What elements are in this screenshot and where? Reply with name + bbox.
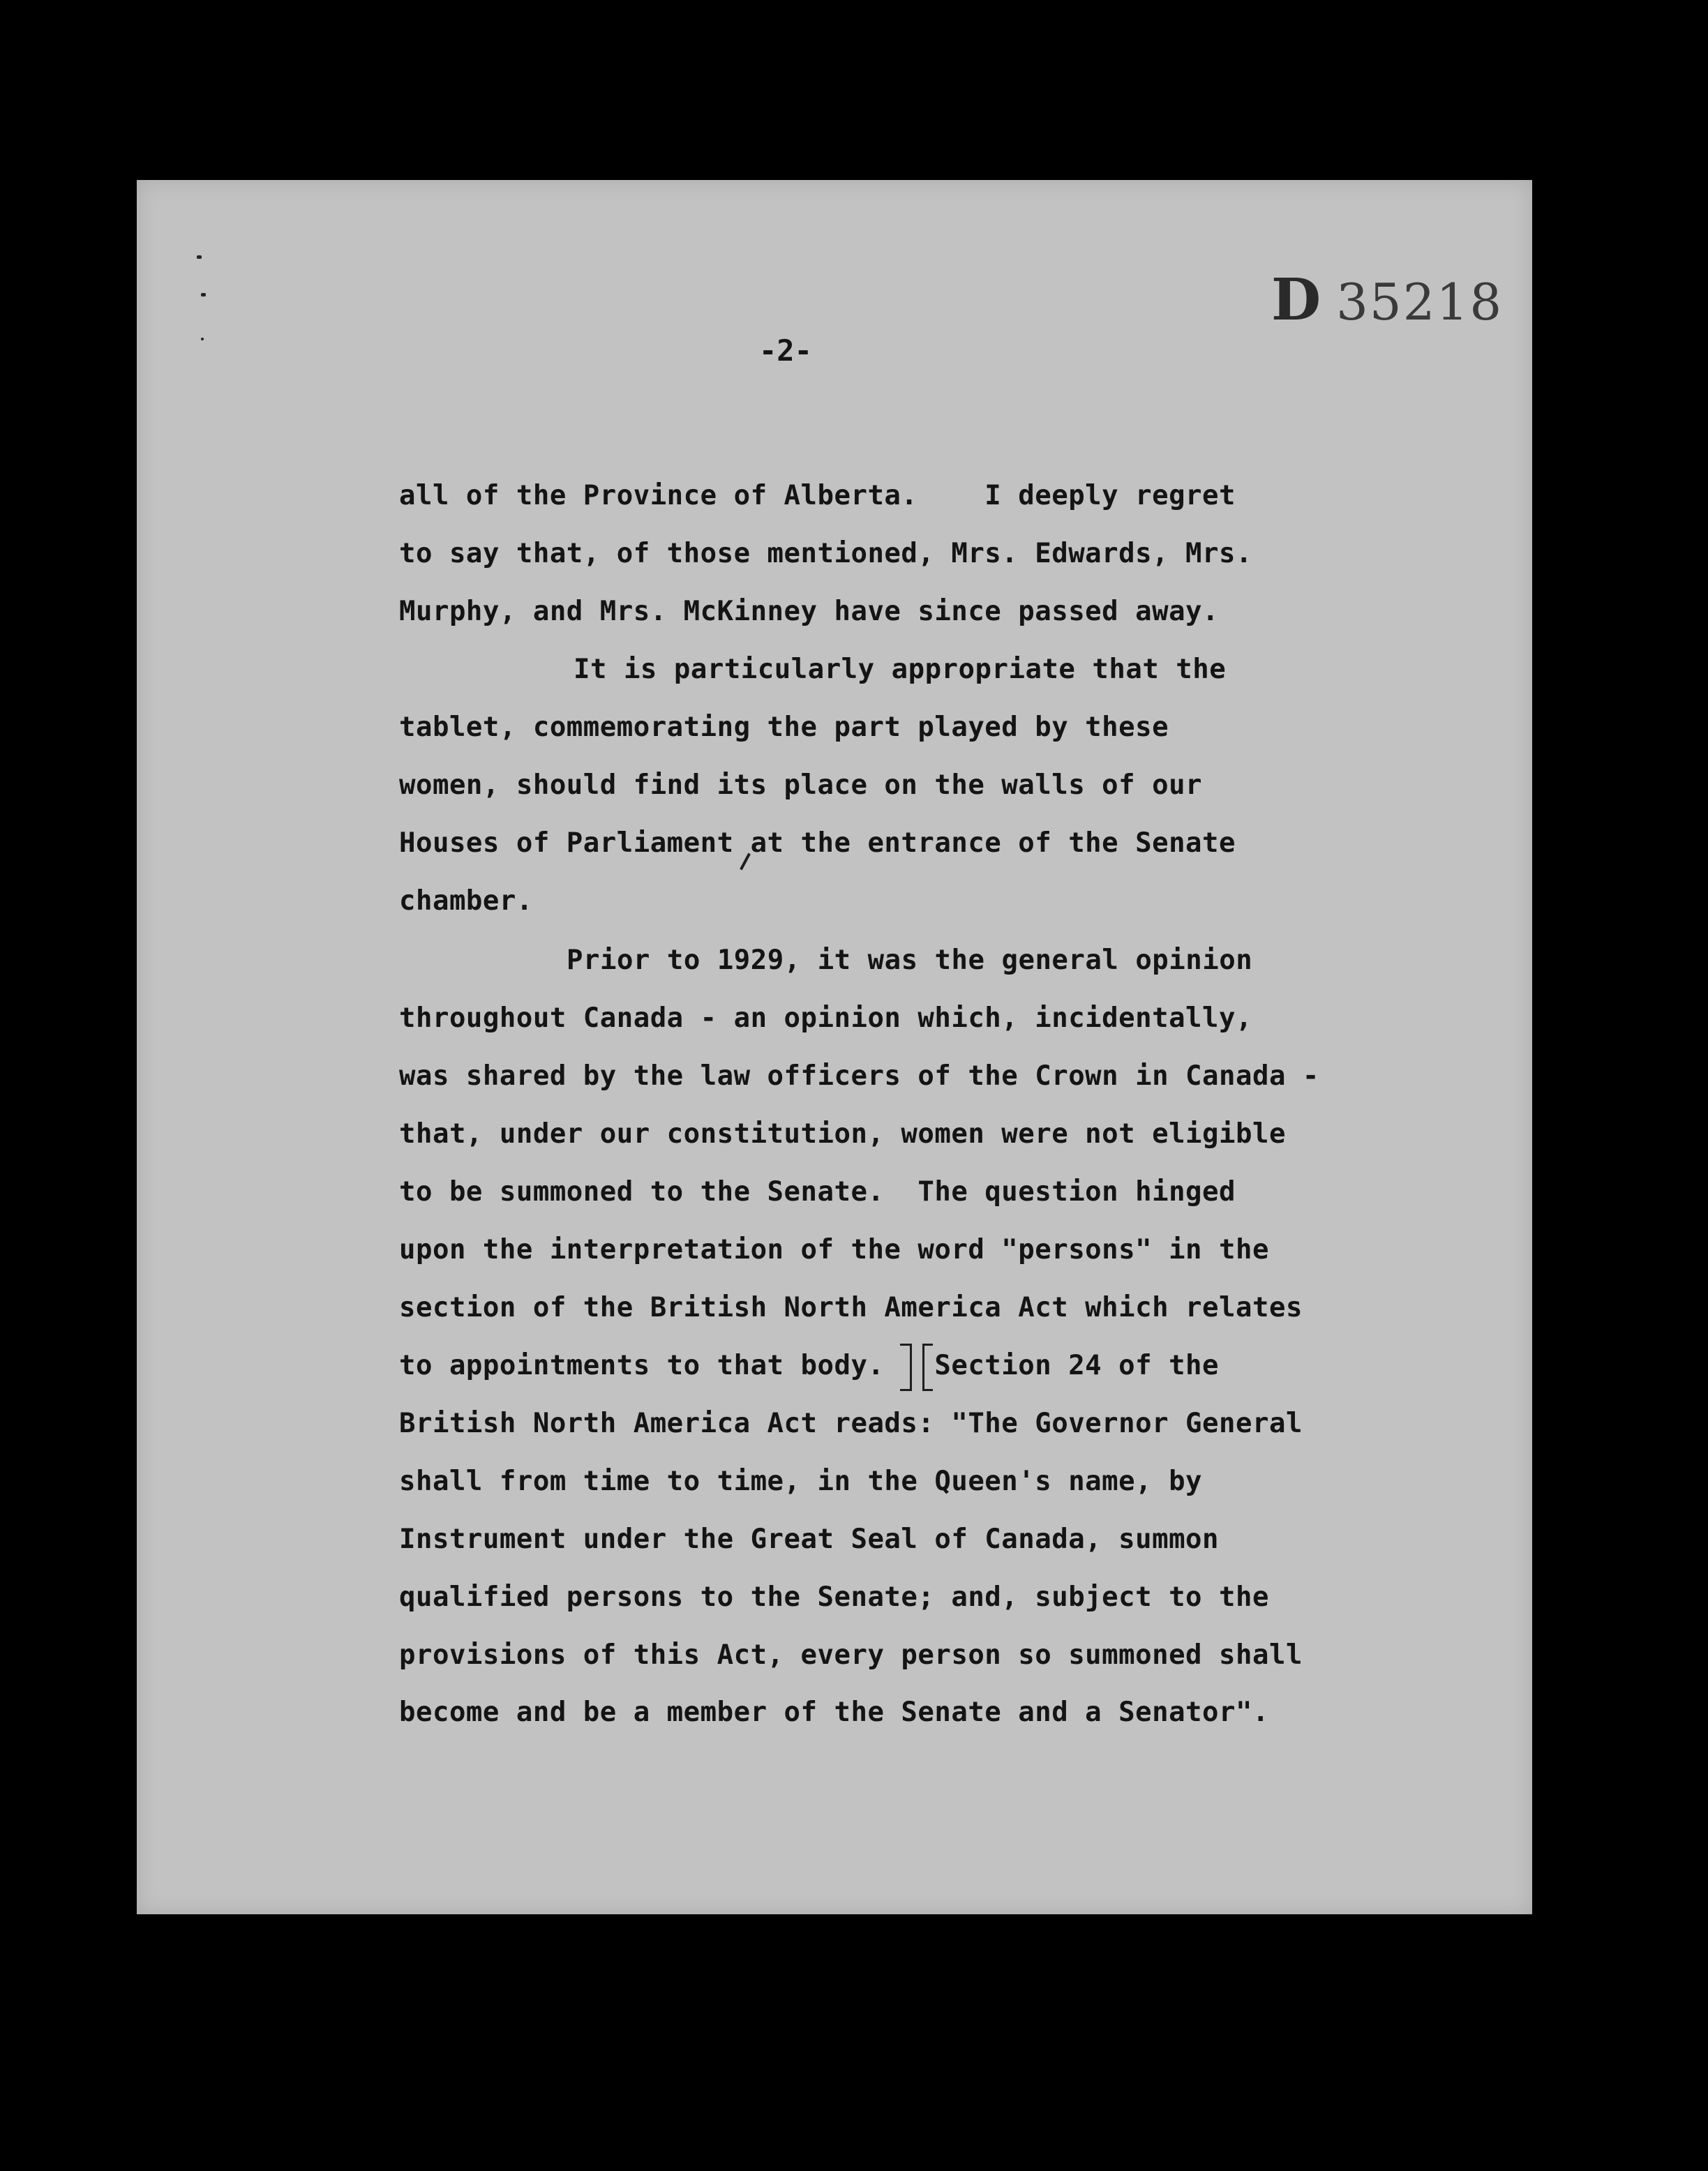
text-line: throughout Canada - an opinion which, incidentally, bbox=[399, 1002, 1252, 1034]
text-line: provisions of this Act, every person so summoned shall bbox=[399, 1639, 1303, 1671]
text-line: was shared by the law officers of the Crown in Canada - bbox=[399, 1060, 1319, 1092]
text-line: all of the Province of Alberta. I deeply regret bbox=[399, 480, 1236, 511]
closing-bracket-mark bbox=[900, 1344, 912, 1391]
text-line: Prior to 1929, it was the general opinion bbox=[567, 945, 1253, 976]
text-line: British North America Act reads: "The Governor General bbox=[399, 1408, 1303, 1439]
text-line: to appointments to that body. Section 24 of the bbox=[399, 1350, 1220, 1381]
text-line: upon the interpretation of the word "persons" in the bbox=[399, 1234, 1269, 1265]
text-line: tablet, commemorating the part played by these bbox=[399, 712, 1169, 743]
text-line: Instrument under the Great Seal of Canada, summon bbox=[399, 1524, 1220, 1555]
text-line: chamber. bbox=[399, 885, 533, 917]
text-line: to be summoned to the Senate. The question hinged bbox=[399, 1176, 1236, 1208]
text-line: to say that, of those mentioned, Mrs. Edwards, Mrs. bbox=[399, 538, 1252, 569]
page-number: -2- bbox=[759, 333, 812, 368]
paragraph-break-mark bbox=[922, 1344, 933, 1391]
archive-stamp bbox=[1271, 266, 1503, 333]
text-line: section of the British North America Act which relates bbox=[399, 1292, 1303, 1323]
text-line: shall from time to time, in the Queen's name, by bbox=[399, 1466, 1203, 1497]
text-line: become and be a member of the Senate and a Senator". bbox=[399, 1697, 1269, 1728]
text-line: Murphy, and Mrs. McKinney have since passed away. bbox=[399, 596, 1220, 627]
text-line: Houses of Parliament at the entrance of the Senate bbox=[399, 827, 1236, 859]
stamp-letter: D bbox=[1271, 266, 1321, 333]
text-line: It is particularly appropriate that the bbox=[574, 654, 1227, 685]
text-line: qualified persons to the Senate; and, subject to the bbox=[399, 1582, 1269, 1613]
stamp-number: 35218 bbox=[1336, 273, 1504, 331]
text-line: women, should find its place on the walls of our bbox=[399, 769, 1203, 801]
text-line: that, under our constitution, women were not eligible bbox=[399, 1118, 1286, 1150]
